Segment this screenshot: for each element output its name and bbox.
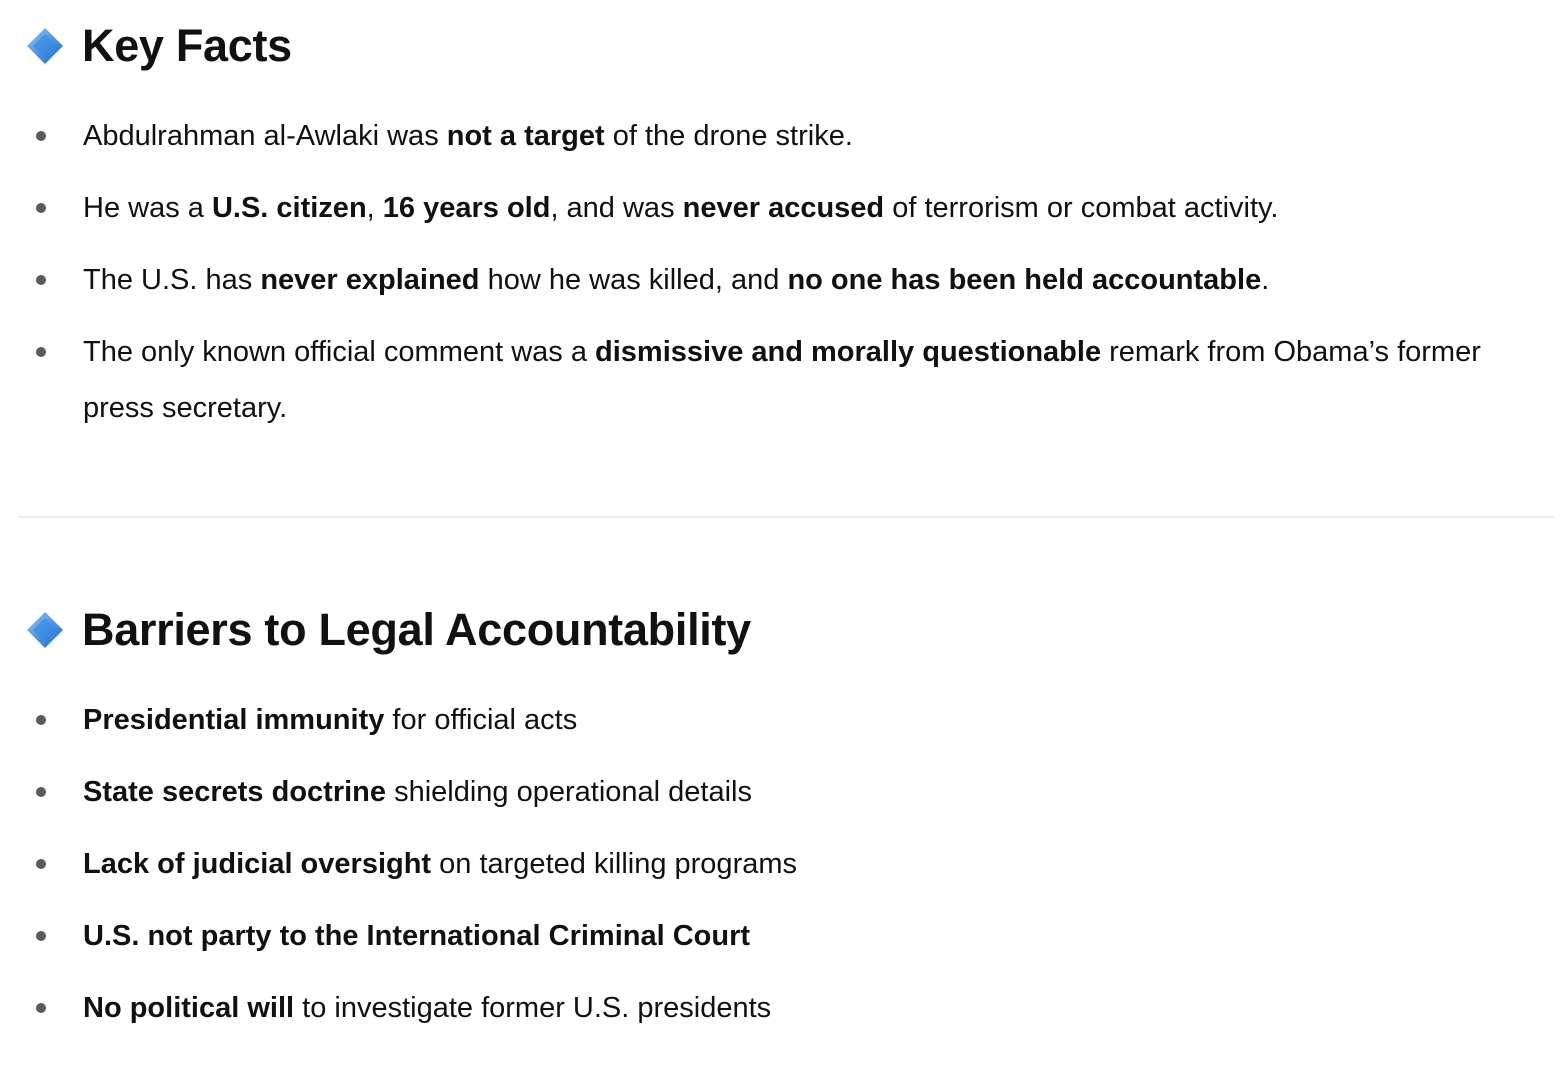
- list-item: [0, 908, 1568, 964]
- text-run: how he was killed, and: [479, 264, 788, 296]
- bullet-dot-icon: [36, 203, 46, 213]
- bullet-dot-icon: [36, 787, 46, 797]
- text-run: of the drone strike.: [604, 120, 853, 152]
- text-run: for official acts: [384, 704, 578, 736]
- text-run: to investigate former U.S. presidents: [294, 992, 772, 1024]
- list-item: [0, 180, 1568, 236]
- text-run: shielding operational details: [386, 776, 752, 808]
- list-item-text: [83, 992, 771, 1024]
- list-item: [0, 108, 1568, 164]
- text-run: on targeted killing programs: [431, 848, 798, 880]
- text-run: The U.S. has: [83, 264, 261, 296]
- bold-text-run: no one has been held accountable: [787, 264, 1262, 296]
- bold-text-run: U.S. not party to the International Criminal Court: [83, 920, 751, 952]
- section-heading-row: [26, 20, 292, 72]
- list-item: [0, 980, 1568, 1036]
- list-item-text: [83, 336, 1481, 424]
- section-heading: Key Facts: [82, 20, 292, 71]
- blue-diamond-icon: [26, 27, 64, 65]
- text-run: .: [1261, 264, 1270, 296]
- section-heading-row: [26, 604, 751, 656]
- list-item: [0, 764, 1568, 820]
- bullet-dot-icon: [36, 1003, 46, 1013]
- list-item: [0, 324, 1568, 436]
- bold-text-run: No political will: [83, 992, 295, 1024]
- list-item-text: [83, 264, 1269, 296]
- section-heading: Barriers to Legal Accountability: [82, 604, 751, 655]
- bullet-dot-icon: [36, 859, 46, 869]
- key-facts-list: [0, 108, 1568, 452]
- bold-text-run: never explained: [260, 264, 480, 296]
- blue-diamond-icon: [26, 611, 64, 649]
- list-item-text: [83, 776, 752, 808]
- bold-text-run: dismissive and morally questionable: [595, 336, 1102, 368]
- bold-text-run: U.S. citizen: [211, 192, 367, 224]
- bullet-dot-icon: [36, 275, 46, 285]
- bullet-dot-icon: [36, 131, 46, 141]
- text-run: He was a: [83, 192, 212, 224]
- bold-text-run: Presidential immunity: [83, 704, 385, 736]
- list-item-text: [83, 920, 750, 952]
- list-item-text: [83, 192, 1278, 224]
- bullet-dot-icon: [36, 715, 46, 725]
- text-run: , and was: [550, 192, 683, 224]
- list-item: [0, 252, 1568, 308]
- text-run: Abdulrahman al-Awlaki was: [83, 120, 447, 152]
- list-item: [0, 692, 1568, 748]
- list-item-text: [83, 120, 853, 152]
- list-item-text: [83, 704, 577, 736]
- text-run: The only known official comment was a: [83, 336, 596, 368]
- bold-text-run: not a target: [446, 120, 605, 152]
- bullet-dot-icon: [36, 931, 46, 941]
- text-run: remark from Obama’s former press secretary.: [83, 336, 1481, 424]
- text-run: ,: [366, 192, 383, 224]
- bold-text-run: never accused: [682, 192, 885, 224]
- bold-text-run: 16 years old: [382, 192, 551, 224]
- bold-text-run: Lack of judicial oversight: [83, 848, 432, 880]
- list-item: [0, 836, 1568, 892]
- text-run: of terrorism or combat activity.: [884, 192, 1279, 224]
- barriers-list: [0, 692, 1568, 1052]
- list-item-text: [83, 848, 797, 880]
- bullet-dot-icon: [36, 347, 46, 357]
- section-divider: [18, 516, 1554, 518]
- bold-text-run: State secrets doctrine: [83, 776, 387, 808]
